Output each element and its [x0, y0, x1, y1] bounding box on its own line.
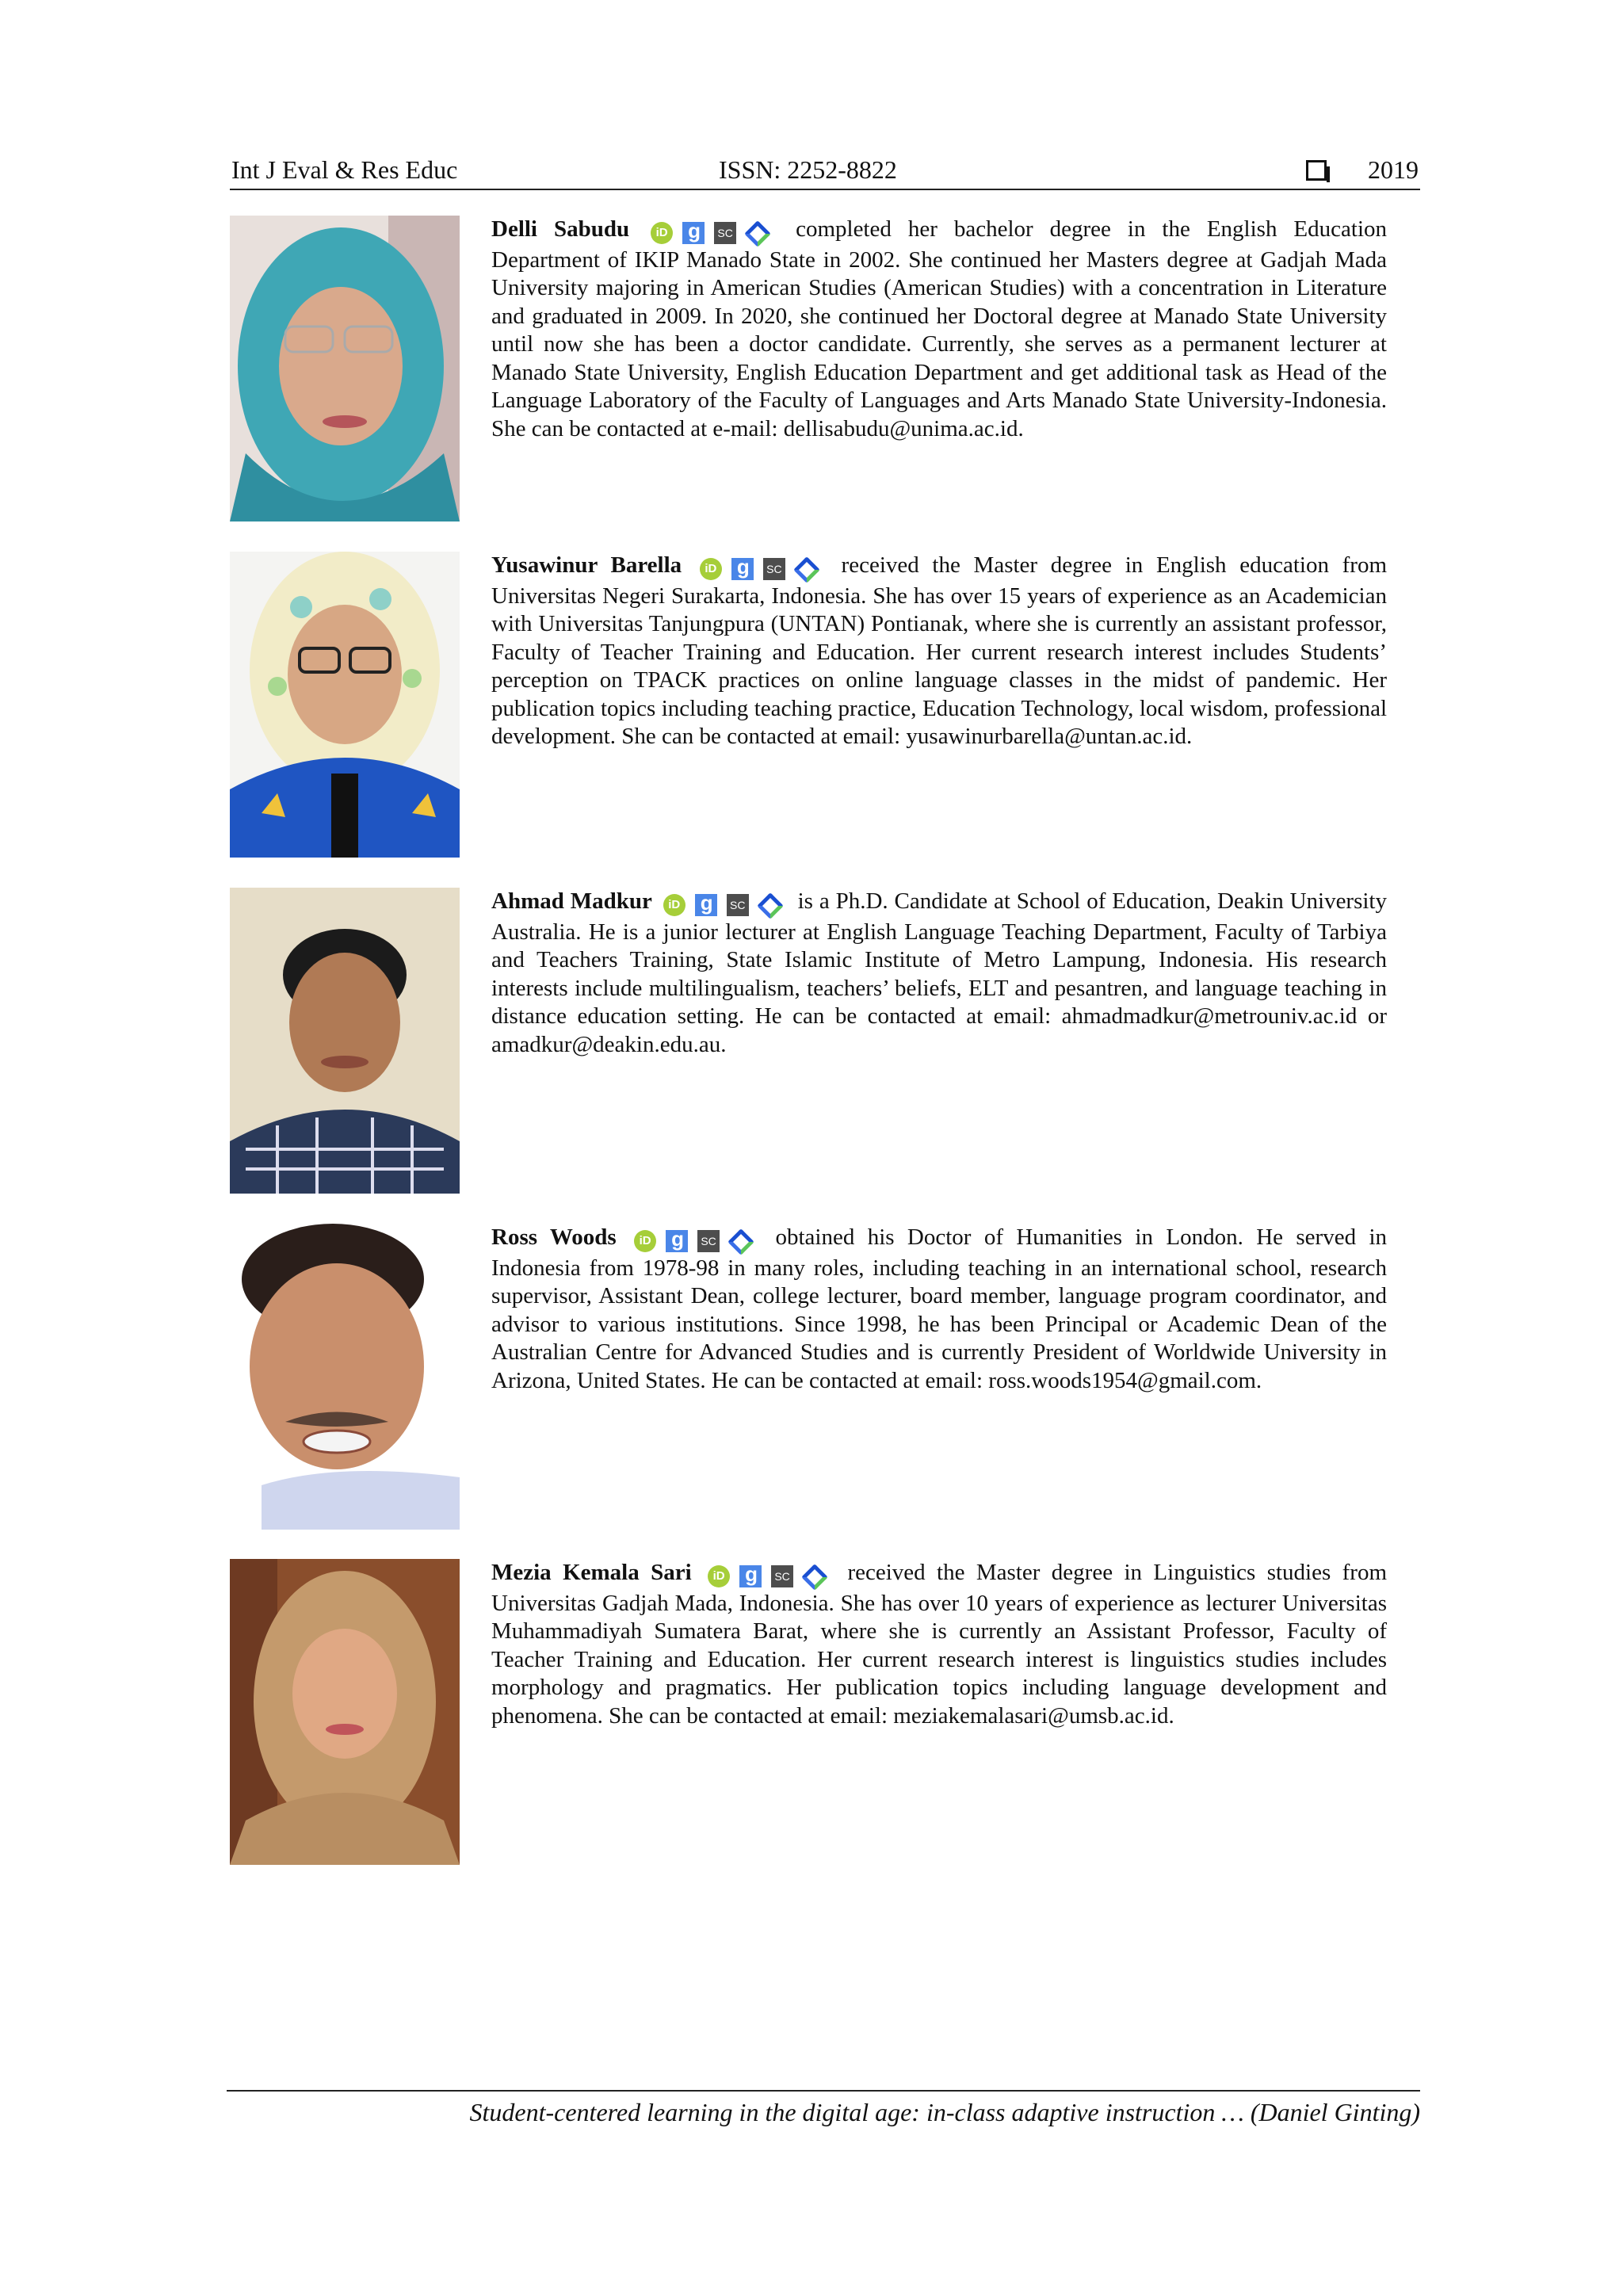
scopus-icon[interactable]: SC — [697, 1230, 720, 1252]
footer-citation: Student-centered learning in the digital age: in-class adaptive instruction … (Daniel Ginting) — [469, 2098, 1420, 2126]
google-scholar-icon[interactable] — [695, 894, 717, 916]
running-footer — [227, 2090, 1420, 2127]
scopus-icon[interactable]: SC — [771, 1565, 793, 1587]
bio-text: received the Master degree in English education from Universitas Negeri Surakarta, Indonesia. She has over 15 years of experience as an Academician with Universitas Tanjungpura (UNTAN) Pontianak, where she is currently an assistant professor, Faculty of Teacher Training and Education. Her current research interest includes Students’ perception on TPACK practices on online language classes in the midst of pandemic. Her publication topics including teaching practice, Education Technology, local wisdom, professional development. She can be contacted at email: yusawinurbarella@untan.ac.id. — [491, 552, 1388, 749]
author-name: Ahmad Madkur — [491, 888, 652, 914]
profile-icons — [663, 890, 789, 919]
issn: ISSN: 2252-8822 — [719, 155, 897, 184]
journal-name: Int J Eval & Res Educ — [231, 155, 458, 184]
author-name: Ross Woods — [491, 1224, 617, 1250]
author-photo — [230, 552, 460, 858]
bio-text: obtained his Doctor of Humanities in London. He served in Indonesia from 1978-98 in many roles, including teaching in an international school, research supervisor, Assistant Dean, college lecturer, board member, language program coordinator, and advisor to various institutions. Since 1998, he has been Principal or Academic Dean of the Australian Centre for Advanced Studies and is currently President of Worldwide University in Arizona, United States. He can be contacted at email: ross.woods1954@gmail.com. — [491, 1224, 1388, 1393]
scopus-icon[interactable]: SC — [763, 558, 785, 580]
author-name: Yusawinur Barella — [491, 552, 682, 578]
scopus-icon[interactable]: SC — [727, 894, 749, 916]
orcid-icon[interactable]: iD — [663, 894, 685, 916]
scopus-icon[interactable]: SC — [714, 222, 736, 244]
google-scholar-icon[interactable] — [739, 1565, 762, 1587]
publons-icon[interactable] — [758, 894, 779, 916]
google-scholar-icon[interactable] — [731, 558, 754, 580]
author-photo — [230, 1559, 460, 1865]
author-name: Delli Sabudu — [491, 216, 630, 242]
bio-text: is a Ph.D. Candidate at School of Education, Deakin University Australia. He is a junior lecturer at English Language Teaching Department, Faculty of Tarbiya and Teachers Training, State Islamic Institute of Metro Lampung, Indonesia. His research interests include multilingualism, teachers’ beliefs, ELT and pesantren, and language teaching in distance education setting. He can be contacted at email: ahmadmadkur@metrouniv.ac.id or amadkur@deakin.edu.au. — [491, 888, 1387, 1057]
orcid-icon[interactable]: iD — [651, 222, 673, 244]
bio-paragraph — [491, 1224, 1387, 1395]
publons-icon[interactable] — [729, 1230, 750, 1252]
bio-paragraph — [491, 216, 1387, 443]
bio-paragraph — [491, 1559, 1387, 1730]
bio-text: received the Master degree in Linguistics studies from Universitas Gadjah Mada, Indonesia. She has over 10 years of experience as lecturer Universitas Muhammadiyah Sumatera Barat, where she is currently an Assistant Professor, Faculty of Teacher Training and Education. Her current research interest is linguistics studies includes morphology and pragmatics. Her publication topics including language development and phenomena. She can be contacted at email: meziakemalasari@umsb.ac.id. — [491, 1560, 1388, 1729]
orcid-icon[interactable]: iD — [708, 1565, 730, 1587]
bio-text: completed her bachelor degree in the English Education Department of IKIP Manado State in 2002. She continued her Masters degree at Gadjah Mada University majoring in American Studies (American Studies) with a concentration in Literature and graduated in 2009. In 2020, she continued her Doctoral degree at Manado State University until now she has been a doctor candidate. Currently, she serves as a permanent lecturer at Manado State University, English Education Department and get additional task as Head of the Language Laboratory of the Faculty of Languages and Arts Manado State University-Indonesia. She can be contacted at e-mail: dellisabudu@unima.ac.id. — [491, 216, 1388, 441]
page-box-icon — [1306, 160, 1327, 181]
orcid-icon[interactable]: iD — [634, 1230, 656, 1252]
google-scholar-icon[interactable] — [666, 1230, 688, 1252]
publons-icon[interactable] — [803, 1565, 823, 1587]
publons-icon[interactable] — [795, 558, 815, 580]
author-photo — [230, 1224, 460, 1530]
profile-icons — [651, 218, 776, 246]
bio-paragraph — [491, 552, 1387, 751]
google-scholar-icon[interactable] — [682, 222, 705, 244]
author-photo — [230, 888, 460, 1194]
author-name: Mezia Kemala Sari — [491, 1560, 692, 1585]
running-header — [230, 154, 1420, 190]
author-photo — [230, 216, 460, 521]
publons-icon[interactable] — [746, 222, 766, 244]
page-number: 2019 — [1368, 155, 1419, 184]
profile-icons — [708, 1561, 833, 1590]
orcid-icon[interactable]: iD — [700, 558, 722, 580]
bio-paragraph — [491, 888, 1387, 1059]
profile-icons — [700, 554, 825, 583]
profile-icons — [634, 1226, 759, 1255]
